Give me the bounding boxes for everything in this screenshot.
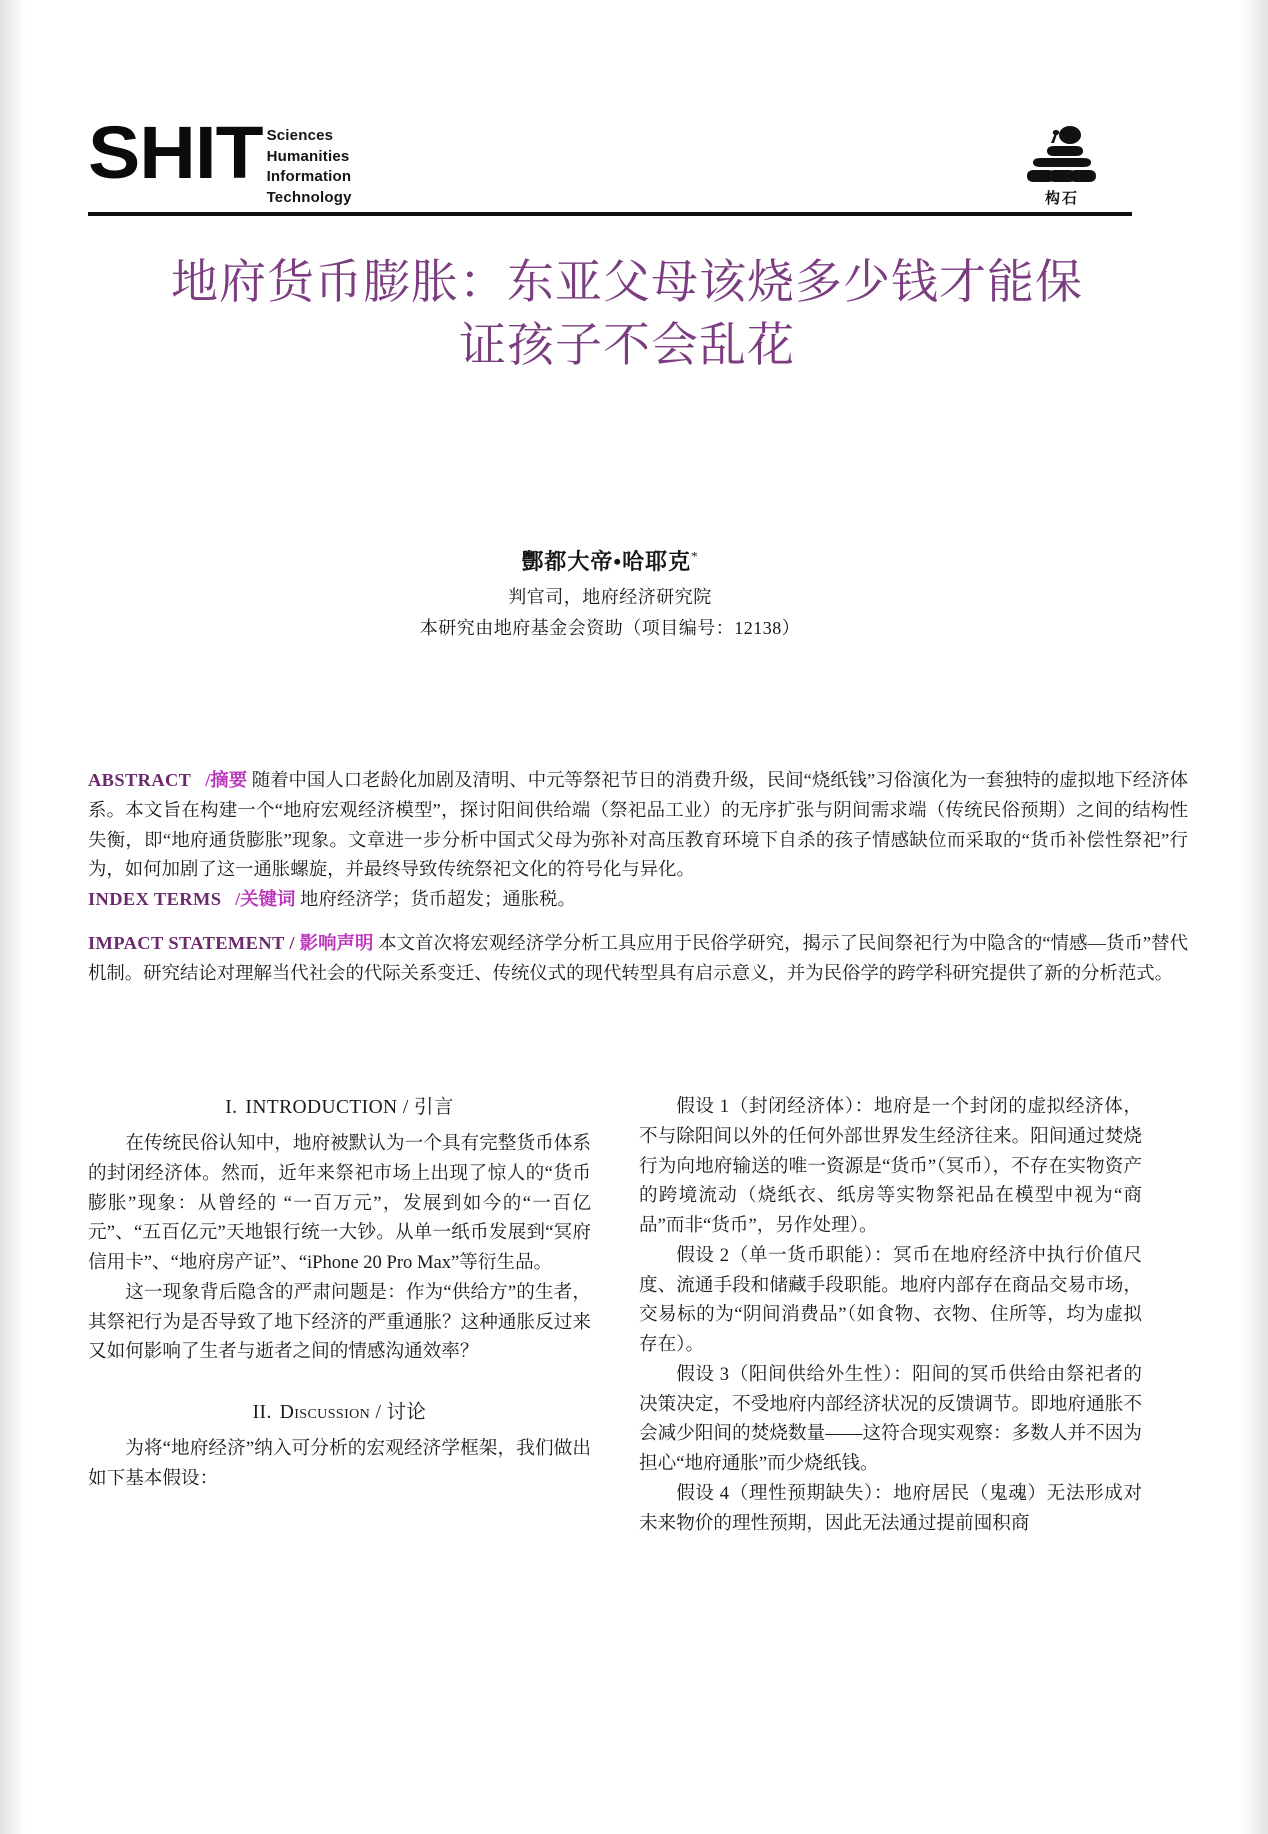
abstract-paragraph (88, 766, 1188, 885)
page-title (122, 252, 1132, 377)
impact-label-en: IMPACT STATEMENT / (88, 933, 295, 954)
masthead-rule (88, 212, 1132, 216)
brand-word-sciences: Sciences (266, 127, 334, 144)
abstract-label-cn: /摘要 (205, 770, 248, 790)
author-name: 酆都大帝•哈耶克 (521, 549, 692, 574)
stone-cairn-icon (1024, 124, 1100, 186)
section-1-title-cn: / 引言 (402, 1097, 454, 1118)
abstract-block (88, 766, 1188, 989)
assumption-2-paragraph: 假设 2（单一货币职能）：冥币在地府经济中执行价值尺度、流通手段和储藏手段职能。地府内部存在商品交易市场，交易标的为“阴间消费品”（如食物、衣物、住所等，均为虚拟存在）。 (639, 1244, 1142, 1355)
assumption-4-paragraph: 假设 4（理性预期缺失）：地府居民（鬼魂）无法形成对未来物价的理性预期，因此无法通过提前囤积商 (639, 1482, 1142, 1534)
assumption-3-paragraph: 假设 3（阳间供给外生性）：阳间的冥币供给由祭祀者的决策决定，不受地府内部经济状况的反馈调节。即地府通胀不会减少阳间的焚烧数量——这符合现实观察：多数人并不因为担心“地府通胀”而少烧纸钱。 (639, 1363, 1142, 1474)
section-heading-discussion (88, 1397, 591, 1428)
journal-brand (88, 111, 352, 209)
author-footnote-marker: * (691, 548, 699, 564)
body-columns (88, 1092, 1186, 1792)
section-2-title-en: Discussion (279, 1402, 371, 1424)
page-content (88, 0, 1186, 1834)
brand-word-technology: Technology (266, 189, 352, 207)
assumption-1-paragraph: 假设 1（封闭经济体）：地府是一个封闭的虚拟经济体，不与除阳间以外的任何外部世界发生经济往来。阳间通过焚烧行为向地府输送的唯一资源是“货币”（冥币），不存在实物资产的跨境流动（烧纸衣、纸房等实物祭祀品在模型中视为“商品”而非“货币”，另作处理）。 (639, 1096, 1142, 1236)
publisher-logo (1014, 124, 1110, 208)
author-affiliation: 判官司，地府经济研究院 (508, 587, 712, 607)
section-1-number: I. (225, 1097, 238, 1118)
index-terms-label-en: INDEX TERMS (88, 889, 222, 910)
journal-acronym: SHIT (88, 111, 263, 194)
index-terms-paragraph (88, 885, 1188, 915)
abstract-label-en: ABSTRACT (88, 770, 192, 790)
abstract-text: 随着中国人口老龄化加剧及清明、中元等祭祀节日的消费升级，民间“烧纸钱”习俗演化为一套独特的虚拟地下经济体系。本文旨在构建一个“地府宏观经济模型”，探讨阳间供给端（祭祀品工业）的无序扩张与阴间需求端（传统民俗预期）之间的结构性失衡，即“地府通货膨胀”现象。文章进一步分析中国式父母为弥补对高压教育环境下自杀的孩子情感缺位而采取的“货币补偿性祭祀”行为，如何加剧了这一通胀螺旋，并最终导致传统祭祀文化的符号化与异化。 (88, 770, 1188, 880)
impact-label-cn: 影响声明 (299, 933, 374, 954)
abstract-spacer (88, 915, 1188, 929)
brand-word-information: Information (266, 168, 352, 186)
section-1-title-en: INTRODUCTION (245, 1097, 398, 1118)
discussion-paragraph-1: 为将“地府经济”纳入可分析的宏观经济学框架，我们做出如下基本假设： (88, 1438, 591, 1490)
journal-expansion (267, 126, 352, 209)
funding-note: 本研究由地府基金会资助（项目编号：12138） (419, 618, 801, 638)
section-heading-introduction (88, 1092, 591, 1123)
intro-paragraph-2: 这一现象背后隐含的严肃问题是：作为“供给方”的生者，其祭祀行为是否导致了地下经济的严重通胀？这种通胀反过来又如何影响了生者与逝者之间的情感沟通效率？ (88, 1281, 591, 1363)
title-line-2: 证孩子不会乱花 (459, 319, 795, 372)
intro-paragraph-1: 在传统民俗认知中，地府被默认为一个具有完整货币体系的封闭经济体。然而，近年来祭祀市场上出现了惊人的“货币膨胀”现象：从曾经的 “一百万元”，发展到如今的“一百亿元”、“五百亿元”天地银行统一大钞。从单一纸币发展到“冥府信用卡”、“地府房产证”、“iPhone 20 Pro Max”等衍生品。 (88, 1133, 591, 1274)
author-name-line (88, 545, 1132, 576)
right-column (639, 1092, 1142, 1792)
section-2-title-cn: / 讨论 (375, 1402, 427, 1424)
publisher-name: 构石 (1044, 190, 1079, 207)
title-line-1: 地府货币膨胀：东亚父母该烧多少钱才能保 (171, 257, 1083, 309)
impact-text: 本文首次将宏观经济学分析工具应用于民俗学研究，揭示了民间祭祀行为中隐含的“情感—货币”替代机制。研究结论对理解当代社会的代际关系变迁、传统仪式的现代转型具有启示意义，并为民俗学的跨学科研究提供了新的分析范式。 (88, 933, 1188, 983)
index-terms-text: 地府经济学；货币超发；通胀税。 (300, 889, 576, 910)
index-terms-label-cn: /关键词 (235, 889, 296, 910)
impact-statement-paragraph (88, 929, 1188, 989)
author-block (88, 545, 1132, 640)
masthead (88, 111, 1186, 218)
brand-word-humanities: Humanities (266, 147, 350, 165)
section-2-number: II. (252, 1402, 272, 1424)
left-column (88, 1092, 591, 1792)
